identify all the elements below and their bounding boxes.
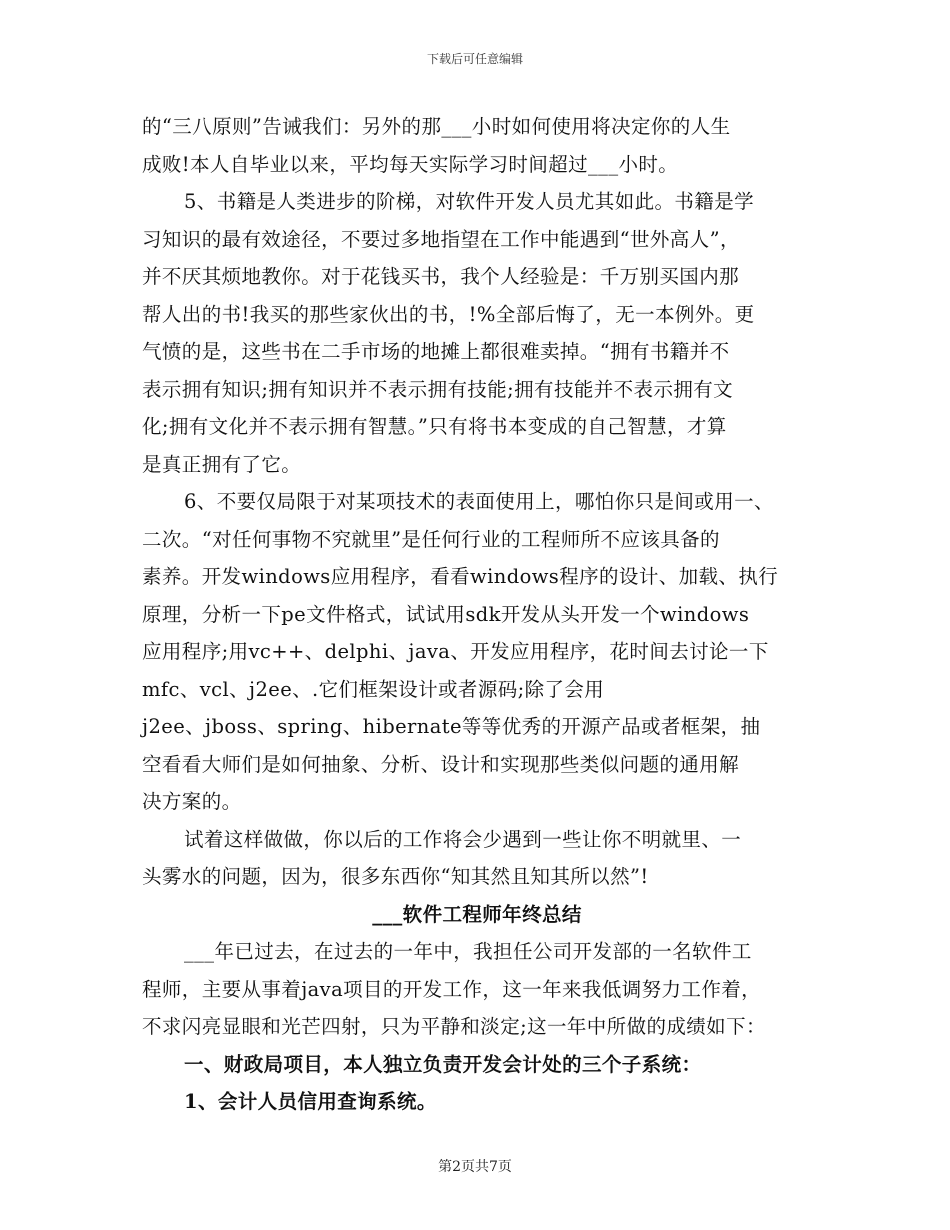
text-line: 原理，分析一下pe文件格式，试试用sdk开发从头开发一个windows — [142, 602, 750, 626]
text-line: 气愤的是，这些书在二手市场的地摊上都很难卖掉。“拥有书籍并不 — [142, 340, 730, 363]
paragraph-start-line: ___年已过去，在过去的一年中，我担任公司开发部的一名软件工 — [184, 940, 752, 963]
document-body — [142, 108, 812, 1121]
text-line: 的“三八原则”告诫我们：另外的那___小时如何使用将决定你的人生 — [142, 115, 731, 138]
text-line: mfc、vcl、j2ee、.它们框架设计或者源码;除了会用 — [142, 677, 605, 701]
paragraph-start-line: 5、书籍是人类进步的阶梯，对软件开发人员尤其如此。书籍是学 — [184, 190, 755, 213]
text-line: 化;拥有文化并不表示拥有智慧。”只有将书本变成的自己智慧，才算 — [142, 415, 727, 438]
text-line: 帮人出的书!我买的那些家伙出的书，!%全部后悔了，无一本例外。更 — [142, 302, 755, 326]
section-heading: 一、财政局项目，本人独立负责开发会计处的三个子系统： — [184, 1052, 702, 1076]
text-line: 应用程序;用vc++、delphi、java、开发应用程序，花时间去讨论一下 — [142, 640, 769, 663]
text-line: 素养。开发windows应用程序，看看windows程序的设计、加载、执行 — [142, 565, 779, 588]
text-line: 决方案的。 — [142, 790, 242, 813]
text-line: 习知识的最有效途径，不要过多地指望在工作中能遇到“世外高人”， — [142, 227, 740, 251]
text-line: j2ee、jboss、spring、hibernate等等优秀的开源产品或者框架，抽 — [142, 715, 761, 738]
subsection-heading: 1、会计人员信用查询系统。 — [184, 1090, 437, 1113]
text-line: 空看看大师们是如何抽象、分析、设计和实现那些类似问题的通用解 — [142, 752, 740, 776]
page-header: 下载后可任意编辑 — [426, 52, 523, 66]
text-line: 二次。“对任何事物不究就里”是任何行业的工程师所不应该具备的 — [142, 527, 720, 551]
section-title: ___软件工程师年终总结 — [372, 902, 582, 926]
text-line: 成败!本人自毕业以来，平均每天实际学习时间超过___小时。 — [142, 152, 679, 176]
paragraph-start-line: 试着这样做做，你以后的工作将会少遇到一些让你不明就里、一 — [184, 827, 742, 851]
page-footer: 第2页共7页 — [438, 1159, 512, 1175]
paragraph-start-line: 6、不要仅局限于对某项技术的表面使用上，哪怕你只是间或用一、 — [184, 490, 774, 513]
text-line: 程师，主要从事着java项目的开发工作，这一年来我低调努力工作着， — [142, 977, 762, 1001]
text-line: 是真正拥有了它。 — [142, 452, 302, 476]
text-line: 表示拥有知识;拥有知识并不表示拥有技能;拥有技能并不表示拥有文 — [142, 377, 734, 401]
text-line: 不求闪亮显眼和光芒四射，只为平静和淡定;这一年中所做的成绩如下： — [142, 1015, 766, 1038]
text-line: 并不厌其烦地教你。对于花钱买书，我个人经验是：千万别买国内那 — [142, 265, 740, 288]
text-line: 头雾水的问题，因为，很多东西你“知其然且知其所以然”! — [142, 865, 649, 888]
